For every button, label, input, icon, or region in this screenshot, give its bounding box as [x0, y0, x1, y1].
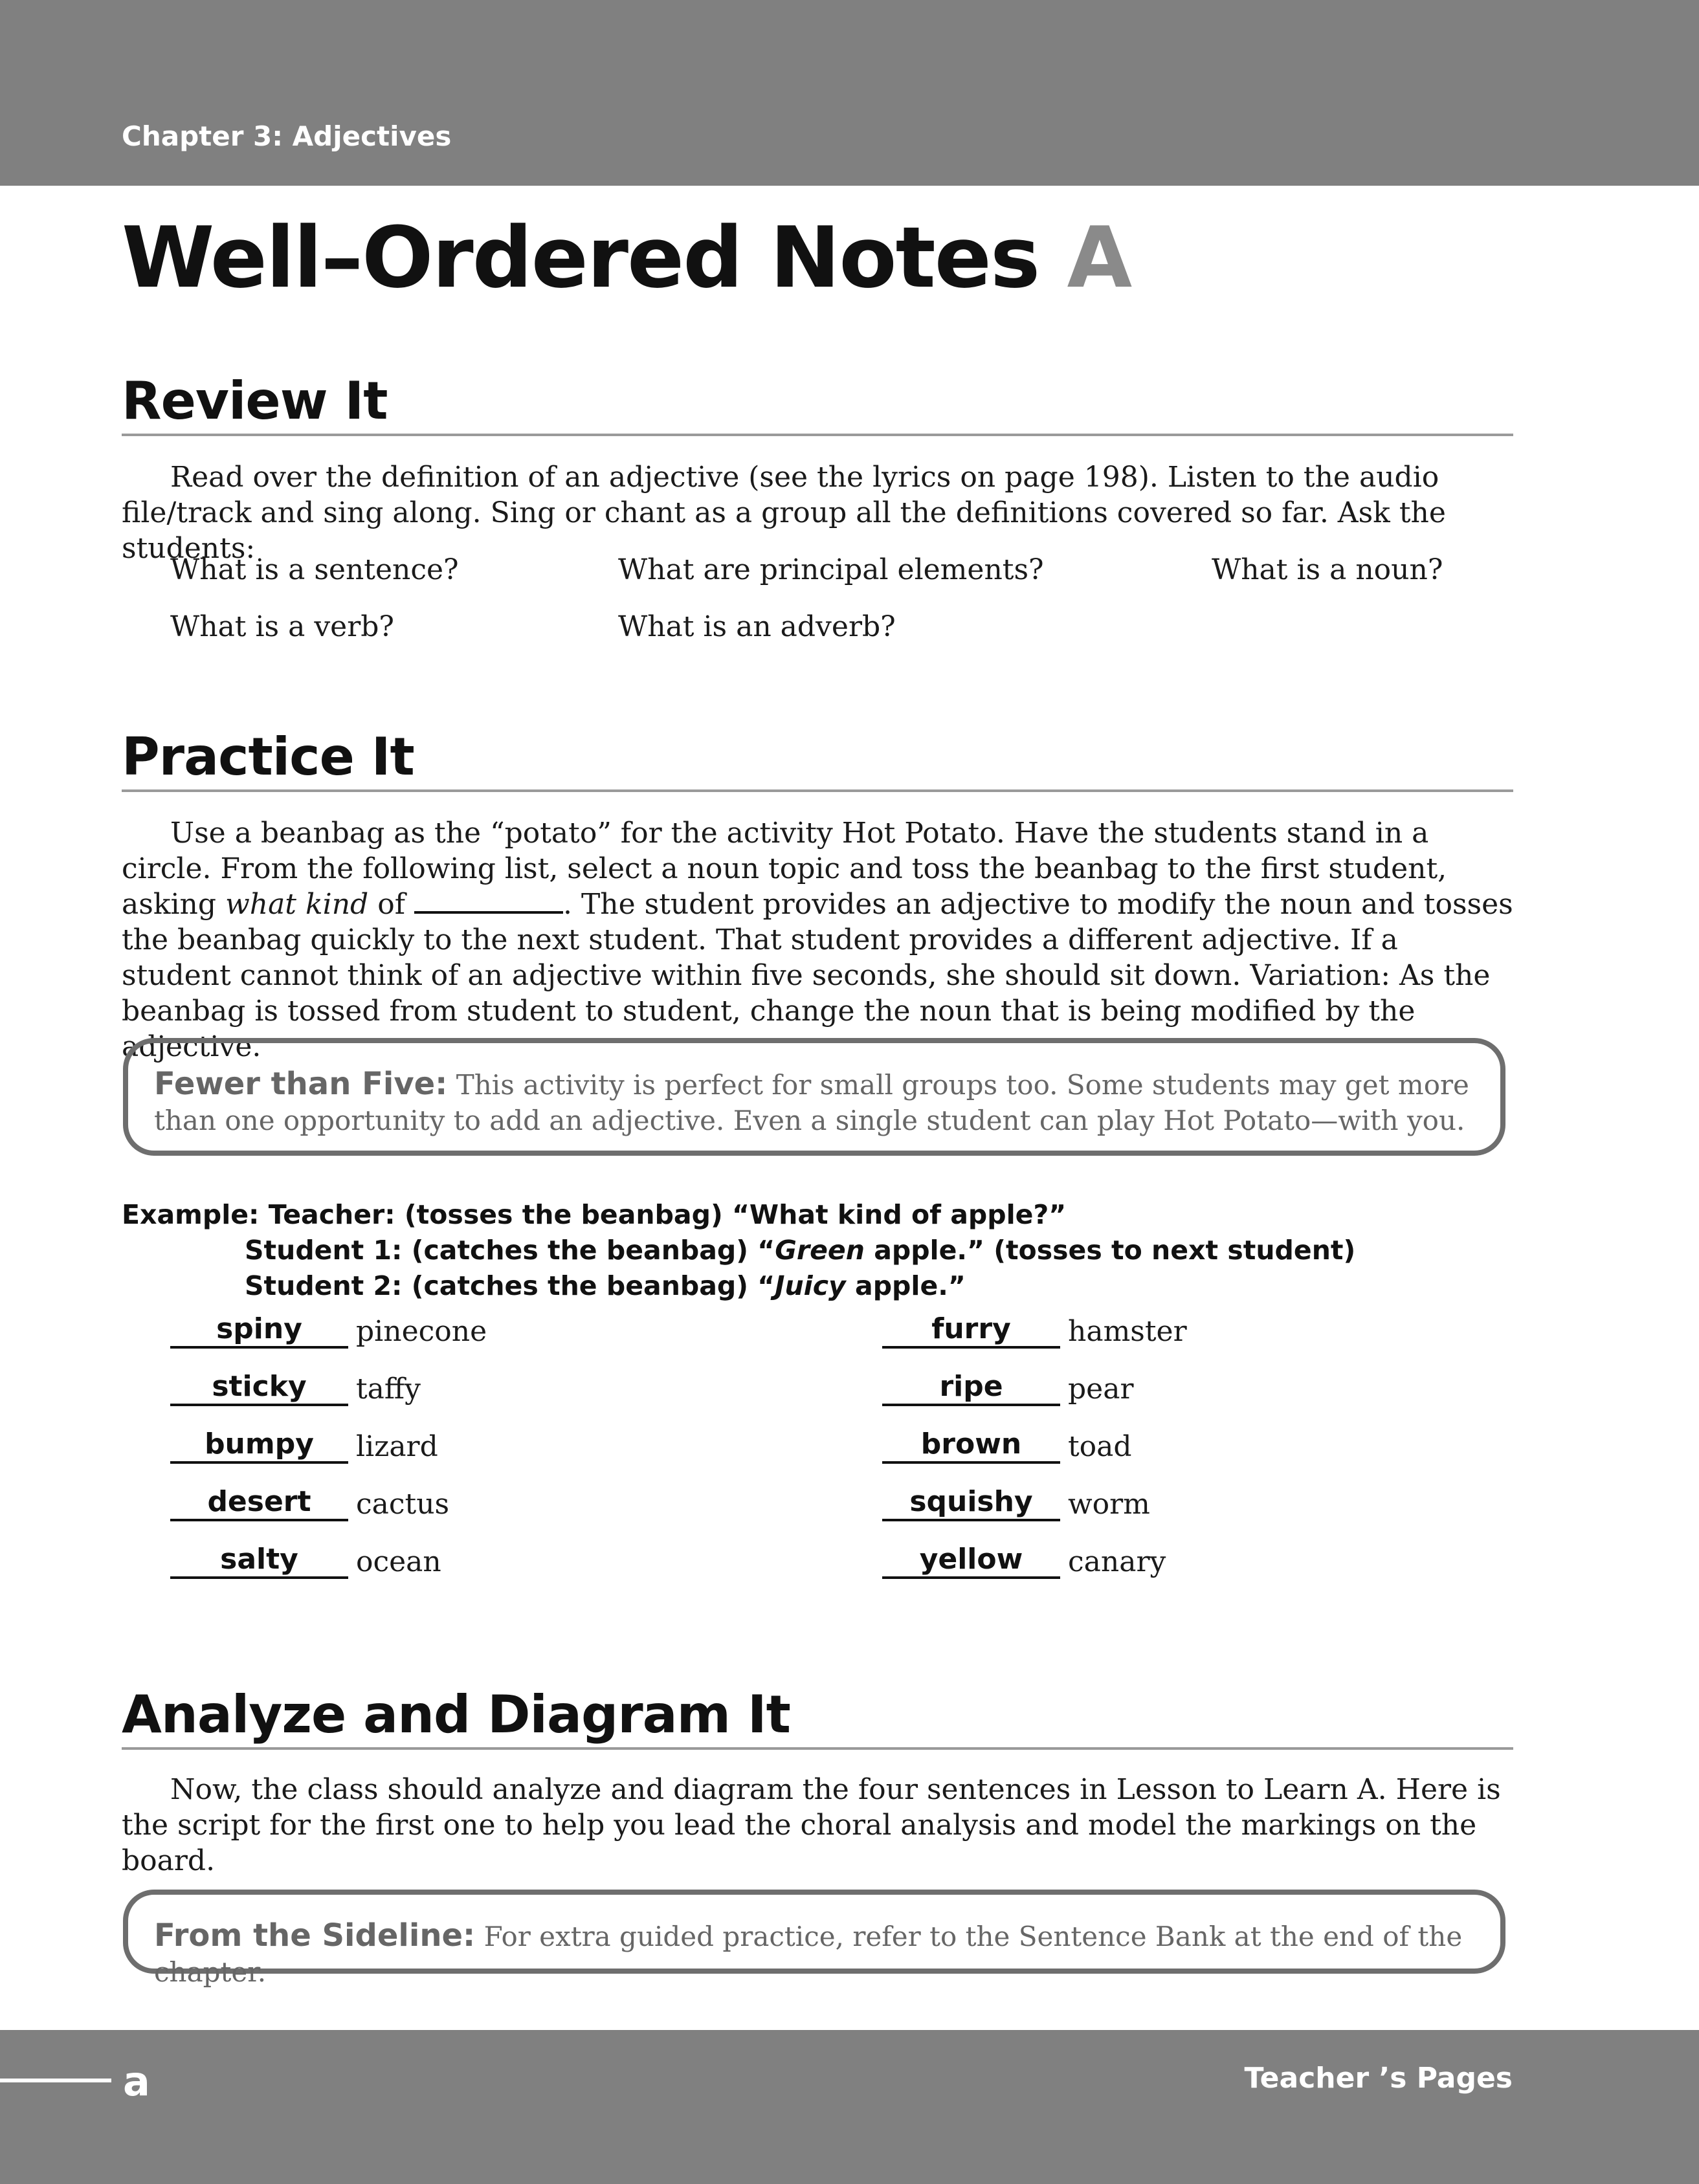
adjective-blank: sticky — [170, 1370, 348, 1406]
noun: hamster — [1068, 1315, 1187, 1348]
practice-text-1: Use a beanbag as the “potato” for the activity Hot Potato. Have the students stand in a circle. From the following list, select a noun topic and toss the beanbag to the first student, asking — [122, 817, 1447, 921]
review-question: What is a noun? — [1212, 553, 1443, 586]
example-line-2: Student 1: (catches the beanbag) “Green apple.” (tosses to next student) — [245, 1235, 1356, 1266]
callout-text: This activity is perfect for small groups too. Some students may get more than one opportunity to add an adjective. Even a single student can play Hot Potato—with you. — [154, 1069, 1469, 1136]
review-paragraph-text: Read over the definition of an adjective (see the lyrics on page 198). Listen to the audio file/track and sing along. Sing or chant as a group all the definitions covered so far. Ask the students: — [122, 461, 1446, 565]
footer-rule — [0, 2079, 111, 2082]
adjective-blank: brown — [882, 1428, 1060, 1464]
adjective-blank: salty — [170, 1543, 348, 1579]
review-question: What is an adverb? — [618, 610, 896, 643]
page-title-text: Well–Ordered Notes — [122, 208, 1039, 307]
answer-blank — [414, 887, 563, 914]
word-item — [882, 1312, 1187, 1351]
footer-bar — [0, 2030, 1699, 2184]
review-question: What is a verb? — [170, 610, 395, 643]
callout-label: From the Sideline: — [154, 1917, 476, 1954]
practice-text-2: . The student provides an adjective to modify the noun and tosses the beanbag quickly to the next student. That student provides a different adjective. If a student cannot think of an adjective within five seconds, she should sit down. Variation: As the beanbag is tossed from student to student, change the noun that is being modified by the adjective. — [122, 888, 1513, 1063]
word-item — [170, 1543, 441, 1582]
review-paragraph — [122, 459, 1513, 566]
review-question: What is a sentence? — [170, 553, 459, 586]
noun: lizard — [356, 1430, 438, 1463]
word-item — [882, 1485, 1150, 1524]
adjective-blank: squishy — [882, 1485, 1060, 1521]
callout-text: For extra guided practice, refer to the Sentence Bank at the end of the chapter. — [154, 1921, 1463, 1988]
adjective-blank: bumpy — [170, 1428, 348, 1464]
word-item — [882, 1428, 1132, 1466]
review-heading: Review It — [122, 369, 1513, 436]
from-the-sideline-callout — [123, 1890, 1505, 1988]
callout-label: Fewer than Five: — [154, 1066, 448, 1102]
adjective-blank: ripe — [882, 1370, 1060, 1406]
noun: canary — [1068, 1545, 1166, 1578]
adjective-blank: yellow — [882, 1543, 1060, 1579]
adjective-blank: desert — [170, 1485, 348, 1521]
word-item — [170, 1312, 487, 1351]
practice-text-italic: what kind — [225, 888, 369, 921]
word-item — [882, 1543, 1166, 1582]
analyze-paragraph-text: Now, the class should analyze and diagram the four sentences in Lesson to Learn A. Here is the script for the first one to help you lead the choral analysis and model the markings on the board. — [122, 1773, 1501, 1877]
page-title-letter: A — [1067, 208, 1131, 307]
practice-heading: Practice It — [122, 725, 1513, 792]
example-block — [122, 1197, 1513, 1304]
noun: pinecone — [356, 1315, 487, 1348]
adjective-blank: spiny — [170, 1312, 348, 1349]
review-question: What are principal elements? — [618, 553, 1044, 586]
practice-text-of: of — [377, 888, 405, 921]
word-item — [170, 1370, 421, 1409]
noun: pear — [1068, 1373, 1134, 1406]
example-line-1: Example: Teacher: (tosses the beanbag) “What kind of apple?” — [122, 1199, 1067, 1230]
practice-paragraph — [122, 815, 1513, 1064]
header-bar — [0, 0, 1699, 186]
word-item — [882, 1370, 1133, 1409]
fewer-than-five-callout — [123, 1038, 1505, 1156]
word-item — [170, 1428, 438, 1466]
noun: ocean — [356, 1545, 441, 1578]
noun: worm — [1068, 1488, 1150, 1521]
noun: cactus — [356, 1488, 450, 1521]
page-title — [122, 206, 1131, 309]
word-item — [170, 1485, 449, 1524]
chapter-label: Chapter 3: Adjectives — [122, 120, 452, 152]
analyze-paragraph — [122, 1772, 1513, 1879]
noun: taffy — [356, 1373, 421, 1406]
analyze-heading: Analyze and Diagram It — [122, 1682, 1513, 1750]
footer-label: Teacher ’s Pages — [1244, 2062, 1513, 2095]
example-line-3: Student 2: (catches the beanbag) “Juicy apple.” — [245, 1270, 966, 1301]
noun: toad — [1068, 1430, 1132, 1463]
page-number: a — [123, 2058, 150, 2105]
adjective-blank: furry — [882, 1312, 1060, 1349]
